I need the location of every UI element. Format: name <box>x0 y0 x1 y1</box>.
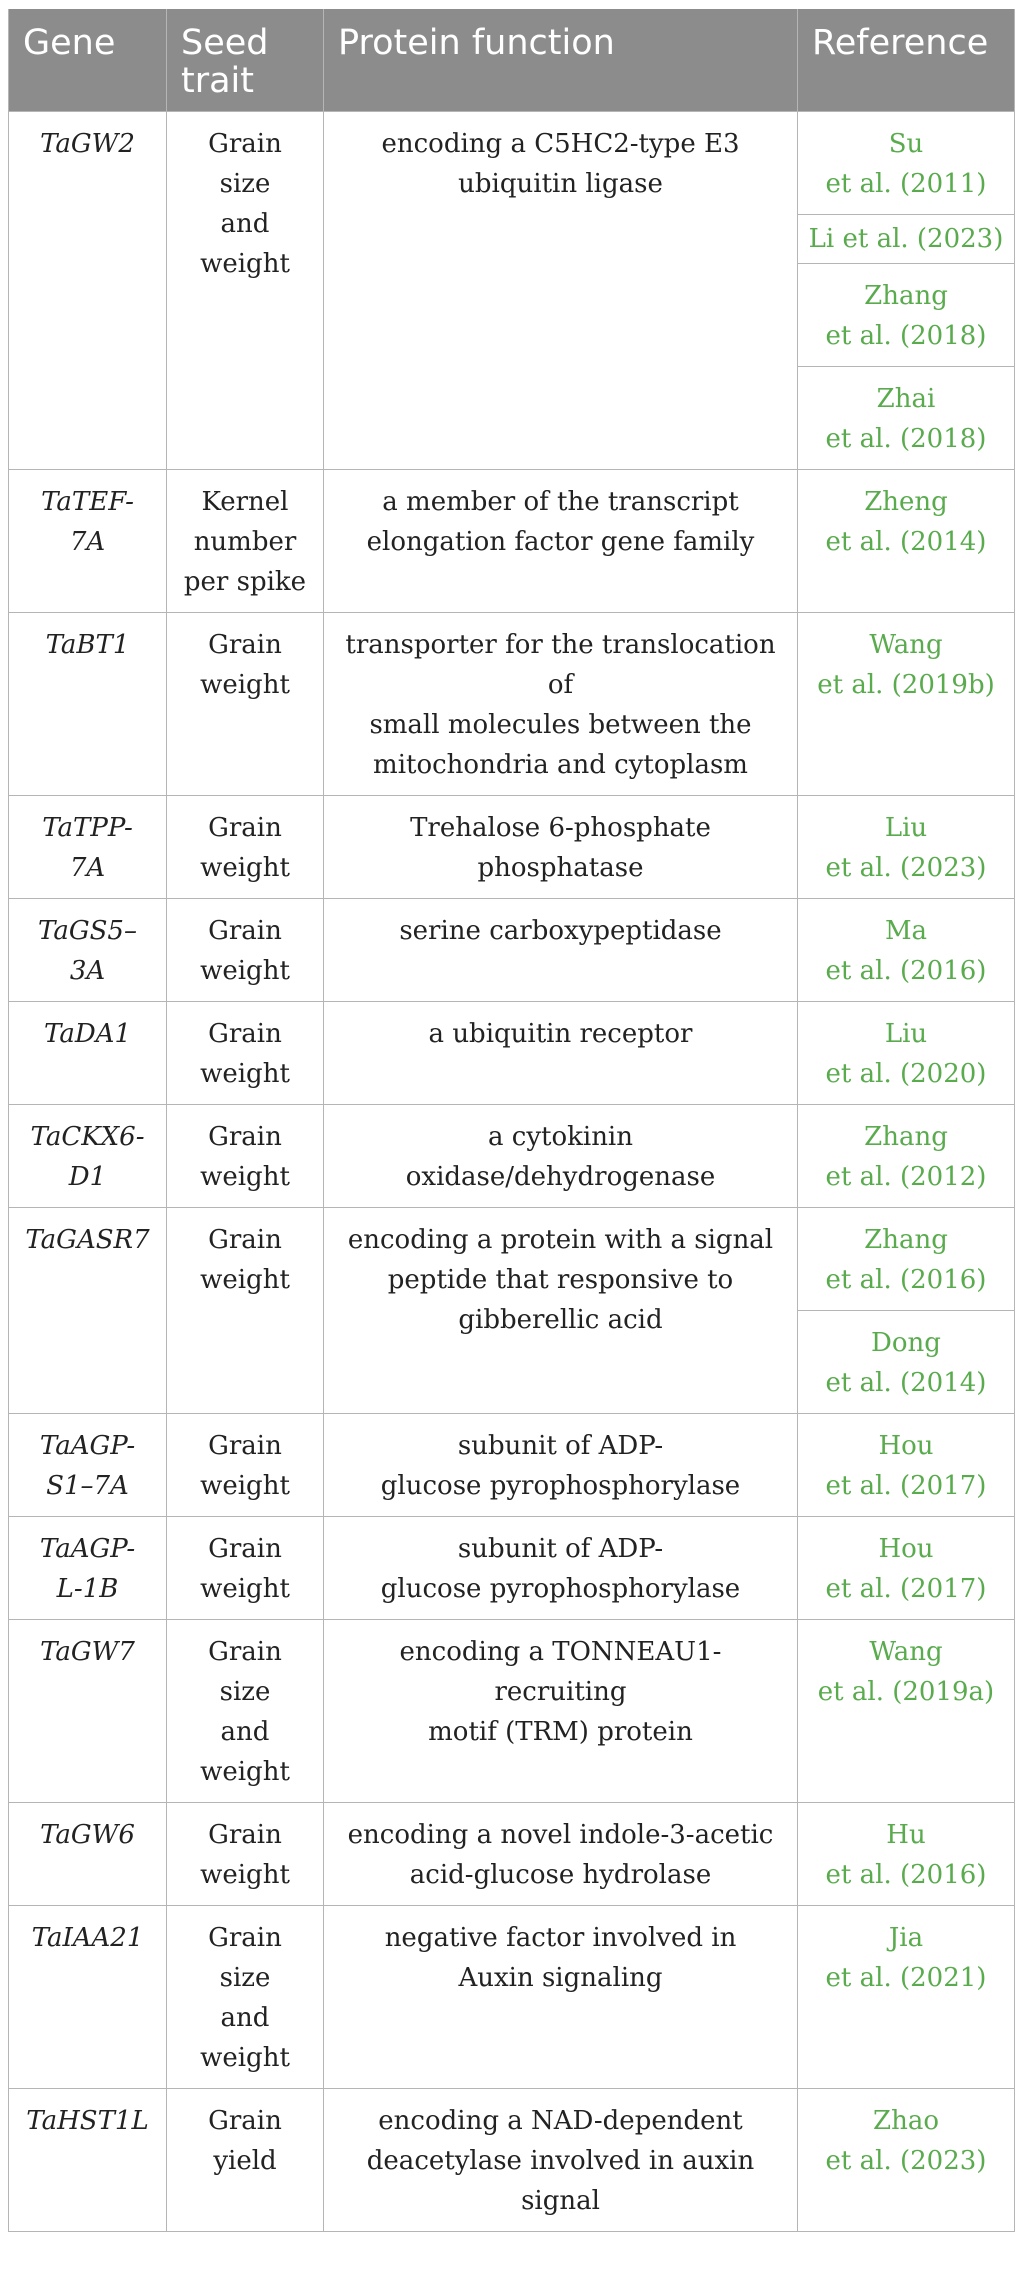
seed-trait-line: weight <box>200 1161 290 1192</box>
reference-link[interactable] <box>798 1619 1015 1802</box>
seed-trait-line: weight <box>200 1756 290 1787</box>
reference-link[interactable] <box>798 1516 1015 1619</box>
gene-name-line: TaTPP- <box>42 812 133 843</box>
reference-link[interactable] <box>798 795 1015 898</box>
reference-line: Zheng <box>864 486 948 517</box>
table-row <box>9 2088 1015 2231</box>
reference-line: et al. (2014) <box>825 526 987 557</box>
reference-line: et al. (2016) <box>825 1859 987 1890</box>
seed-trait-cell <box>167 1619 324 1802</box>
seed-trait-line: weight <box>200 2042 290 2073</box>
seed-trait-line: Grain <box>208 128 282 159</box>
seed-trait-cell <box>167 1207 324 1413</box>
protein-function-line: mitochondria and cytoplasm <box>373 749 748 780</box>
gene-cell <box>9 1104 167 1207</box>
protein-function-cell <box>324 1802 798 1905</box>
reference-line: Zhao <box>873 2105 939 2136</box>
reference-line: Wang <box>869 629 943 660</box>
seed-trait-line: Grain <box>208 1636 282 1667</box>
seed-trait-line: Grain <box>208 1430 282 1461</box>
seed-trait-cell <box>167 612 324 795</box>
gene-name-line: TaTEF- <box>41 486 134 517</box>
protein-function-cell <box>324 1413 798 1516</box>
seed-trait-cell <box>167 1001 324 1104</box>
seed-trait-cell <box>167 795 324 898</box>
seed-trait-line: Grain <box>208 1819 282 1850</box>
protein-function-cell <box>324 612 798 795</box>
protein-function-line: peptide that responsive to <box>387 1264 734 1295</box>
table-row <box>9 1905 1015 2088</box>
header-row <box>9 9 1015 111</box>
reference-line: et al. (2023) <box>825 2145 987 2176</box>
reference-line: Hou <box>878 1533 934 1564</box>
seed-trait-cell <box>167 1516 324 1619</box>
reference-line: Jia <box>888 1922 924 1953</box>
seed-trait-line: size <box>219 168 271 199</box>
protein-function-line: encoding a NAD-dependent <box>378 2105 743 2136</box>
protein-function-cell <box>324 2088 798 2231</box>
protein-function-line: subunit of ADP- <box>457 1533 664 1564</box>
table-row <box>9 111 1015 214</box>
gene-cell: TaGW6 <box>9 1802 167 1905</box>
protein-function-line: ubiquitin ligase <box>458 168 663 199</box>
reference-link[interactable] <box>798 1905 1015 2088</box>
header-seed-trait-line2: trait <box>181 61 255 101</box>
seed-trait-line: and <box>220 208 270 239</box>
reference-link[interactable] <box>798 612 1015 795</box>
seed-trait-line: and <box>220 2002 270 2033</box>
seed-trait-line: weight <box>200 955 290 986</box>
header-protein-function: Protein function <box>324 9 798 111</box>
header-gene: Gene <box>9 9 167 111</box>
table-body <box>9 111 1015 2231</box>
seed-trait-line: Grain <box>208 629 282 660</box>
table-row <box>9 1207 1015 1310</box>
reference-line: Hu <box>886 1819 926 1850</box>
table-row <box>9 1413 1015 1516</box>
protein-function-line: glucose pyrophosphorylase <box>380 1573 741 1604</box>
seed-trait-line: and <box>220 1716 270 1747</box>
seed-trait-line: weight <box>200 1264 290 1295</box>
reference-line: et al. (2012) <box>825 1161 987 1192</box>
protein-function-line: transporter for the translocation of <box>345 629 776 700</box>
seed-trait-cell <box>167 1413 324 1516</box>
protein-function-line: gibberellic acid <box>458 1304 663 1335</box>
gene-cell <box>9 469 167 612</box>
table-row <box>9 1619 1015 1802</box>
reference-link[interactable] <box>798 1207 1015 1310</box>
seed-trait-line: weight <box>200 1470 290 1501</box>
gene-cell: TaHST1L <box>9 2088 167 2231</box>
protein-function-cell <box>324 898 798 1001</box>
seed-trait-line: Kernel <box>201 486 289 517</box>
gene-cell <box>9 795 167 898</box>
reference-line: Zhang <box>864 280 948 311</box>
seed-trait-line: weight <box>200 1058 290 1089</box>
reference-line: Ma <box>884 915 928 946</box>
protein-function-line: encoding a novel indole-3-acetic <box>347 1819 774 1850</box>
gene-name-line: TaAGP- <box>39 1430 136 1461</box>
protein-function-cell <box>324 1104 798 1207</box>
protein-function-line: a cytokinin oxidase/dehydrogenase <box>405 1121 716 1192</box>
reference-line: Zhai <box>876 383 936 414</box>
reference-line: et al. (2023) <box>825 852 987 883</box>
reference-link[interactable] <box>798 1104 1015 1207</box>
gene-name-line: TaGS5– <box>38 915 137 946</box>
protein-function-line: acid-glucose hydrolase <box>409 1859 712 1890</box>
seed-trait-line: size <box>219 1676 271 1707</box>
protein-function-line: subunit of ADP- <box>457 1430 664 1461</box>
seed-trait-cell <box>167 898 324 1001</box>
reference-link[interactable] <box>798 2088 1015 2231</box>
reference-line: et al. (2014) <box>825 1367 987 1398</box>
table-row <box>9 1802 1015 1905</box>
reference-line: et al. (2017) <box>825 1470 987 1501</box>
seed-trait-line: yield <box>213 2145 277 2176</box>
header-seed-trait <box>167 9 324 111</box>
header-reference: Reference <box>798 9 1015 111</box>
reference-line: et al. (2016) <box>825 955 987 986</box>
seed-trait-line: Grain <box>208 812 282 843</box>
reference-link[interactable] <box>798 898 1015 1001</box>
seed-trait-line: weight <box>200 669 290 700</box>
reference-link[interactable] <box>798 469 1015 612</box>
seed-trait-line: number <box>193 526 297 557</box>
gene-cell <box>9 898 167 1001</box>
table-row <box>9 1001 1015 1104</box>
protein-function-cell <box>324 1207 798 1413</box>
reference-line: et al. (2019a) <box>817 1676 995 1707</box>
reference-link[interactable] <box>798 1802 1015 1905</box>
table-row <box>9 1104 1015 1207</box>
protein-function-line: serine carboxypeptidase <box>399 915 722 946</box>
protein-function-line: motif (TRM) protein <box>428 1716 693 1747</box>
seed-trait-line: per spike <box>183 566 307 597</box>
reference-line: Hou <box>878 1430 934 1461</box>
gene-cell <box>9 1516 167 1619</box>
gene-name-line: S1–7A <box>46 1470 129 1501</box>
reference-link[interactable] <box>798 1310 1015 1413</box>
table-row <box>9 795 1015 898</box>
gene-cell: TaGASR7 <box>9 1207 167 1413</box>
gene-name-line: TaCKX6- <box>30 1121 145 1152</box>
protein-function-cell <box>324 1905 798 2088</box>
seed-trait-line: Grain <box>208 1121 282 1152</box>
gene-cell <box>9 1413 167 1516</box>
seed-trait-line: weight <box>200 248 290 279</box>
reference-link[interactable] <box>798 366 1015 469</box>
gene-name-line: D1 <box>68 1161 107 1192</box>
reference-line: et al. (2020) <box>825 1058 987 1089</box>
seed-trait-cell <box>167 1802 324 1905</box>
table-row <box>9 1516 1015 1619</box>
protein-function-line: glucose pyrophosphorylase <box>380 1470 741 1501</box>
reference-line: Su <box>888 128 924 159</box>
seed-trait-cell <box>167 1905 324 2088</box>
protein-function-cell <box>324 795 798 898</box>
gene-cell: TaIAA21 <box>9 1905 167 2088</box>
gene-name-line: 7A <box>69 852 106 883</box>
table-row <box>9 898 1015 1001</box>
reference-line: Zhang <box>864 1121 948 1152</box>
protein-function-cell <box>324 1001 798 1104</box>
seed-trait-line: size <box>219 1962 271 1993</box>
reference-line: et al. (2016) <box>825 1264 987 1295</box>
reference-link[interactable] <box>798 1413 1015 1516</box>
seed-trait-cell <box>167 111 324 469</box>
reference-line: Liu <box>884 1018 928 1049</box>
protein-function-line: small molecules between the <box>369 709 752 740</box>
reference-line: et al. (2021) <box>825 1962 987 1993</box>
reference-line: et al. (2017) <box>825 1573 987 1604</box>
seed-trait-line: Grain <box>208 1533 282 1564</box>
reference-line: Liu <box>884 812 928 843</box>
table-row <box>9 469 1015 612</box>
protein-function-line: a member of the transcript <box>382 486 739 517</box>
gene-name-line: 7A <box>69 526 106 557</box>
seed-trait-line: Grain <box>208 915 282 946</box>
seed-trait-cell <box>167 2088 324 2231</box>
protein-function-line: a ubiquitin receptor <box>428 1018 693 1049</box>
protein-function-line: negative factor involved in <box>384 1922 737 1953</box>
protein-function-cell <box>324 1619 798 1802</box>
protein-function-line: deacetylase involved in auxin signal <box>366 2145 755 2216</box>
reference-link[interactable] <box>798 1001 1015 1104</box>
seed-trait-line: Grain <box>208 1922 282 1953</box>
reference-line: Zhang <box>864 1224 948 1255</box>
gene-cell: TaGW2 <box>9 111 167 469</box>
seed-trait-line: weight <box>200 1859 290 1890</box>
gene-name-line: 3A <box>69 955 106 986</box>
protein-function-line: encoding a C5HC2-type E3 <box>381 128 740 159</box>
seed-trait-line: weight <box>200 1573 290 1604</box>
header-seed-trait-line1: Seed <box>181 23 269 63</box>
reference-link[interactable] <box>798 263 1015 366</box>
gene-name-line: L-1B <box>56 1573 119 1604</box>
reference-link[interactable] <box>798 214 1015 263</box>
gene-cell: TaDA1 <box>9 1001 167 1104</box>
seed-trait-cell <box>167 469 324 612</box>
reference-link[interactable] <box>798 111 1015 214</box>
reference-line: et al. (2018) <box>825 423 987 454</box>
reference-line: Wang <box>869 1636 943 1667</box>
protein-function-line: elongation factor gene family <box>366 526 755 557</box>
seed-trait-line: weight <box>200 852 290 883</box>
gene-name-line: TaAGP- <box>39 1533 136 1564</box>
protein-function-cell <box>324 1516 798 1619</box>
gene-cell: TaGW7 <box>9 1619 167 1802</box>
seed-trait-cell <box>167 1104 324 1207</box>
reference-line: Li et al. (2023) <box>808 223 1004 254</box>
reference-line: et al. (2011) <box>825 168 987 199</box>
protein-function-cell <box>324 469 798 612</box>
reference-line: Dong <box>871 1327 941 1358</box>
table-row <box>9 612 1015 795</box>
protein-function-line: Trehalose 6-phosphate phosphatase <box>410 812 711 883</box>
protein-function-cell <box>324 111 798 469</box>
gene-cell: TaBT1 <box>9 612 167 795</box>
reference-line: et al. (2019b) <box>817 669 995 700</box>
protein-function-line: encoding a protein with a signal <box>347 1224 774 1255</box>
protein-function-line: Auxin signaling <box>458 1962 663 1993</box>
seed-trait-line: Grain <box>208 1018 282 1049</box>
gene-table <box>8 9 1015 2232</box>
seed-trait-line: Grain <box>208 2105 282 2136</box>
reference-line: et al. (2018) <box>825 320 987 351</box>
protein-function-line: encoding a TONNEAU1-recruiting <box>399 1636 722 1707</box>
seed-trait-line: Grain <box>208 1224 282 1255</box>
